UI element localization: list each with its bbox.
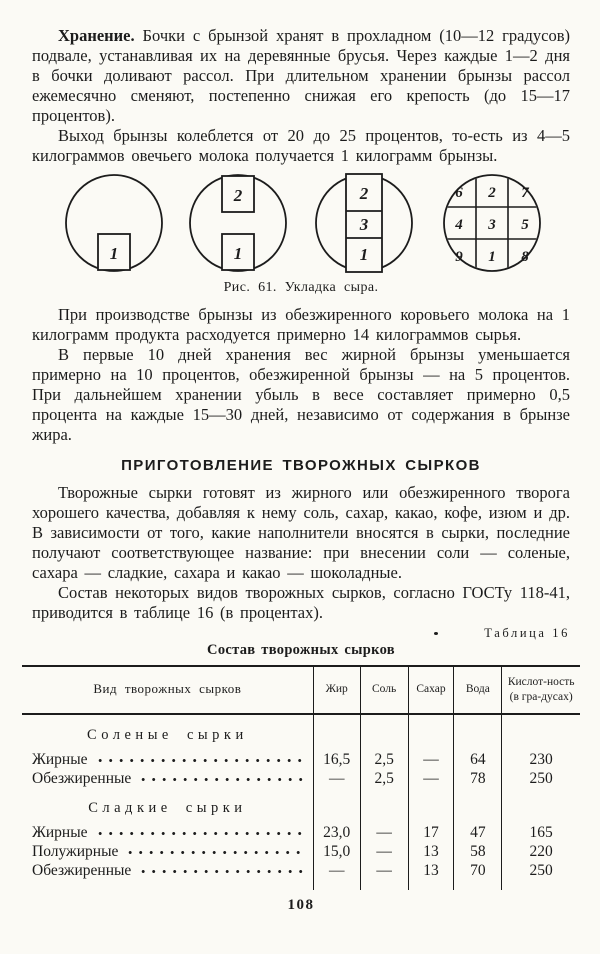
row-name: Жирные xyxy=(32,750,88,768)
value-cell: 13 xyxy=(408,842,454,861)
value-cell: — xyxy=(408,769,454,788)
block-number: 3 xyxy=(359,215,369,234)
block-number: 5 xyxy=(521,217,529,233)
row-name: Полужирные xyxy=(32,842,119,860)
stacking-circle-4 xyxy=(442,173,542,273)
block-number: 6 xyxy=(455,185,463,201)
value-cell: 220 xyxy=(502,842,580,861)
row-name: Обезжиренные xyxy=(32,861,132,879)
column-header-sugar: Сахар xyxy=(408,666,454,714)
block-number: 8 xyxy=(521,249,529,265)
value-cell: 165 xyxy=(502,823,580,842)
value-cell: — xyxy=(313,861,360,890)
block-number: 2 xyxy=(233,186,243,205)
paragraph-yield: Выход брынзы колеблется от 20 до 25 процентов, то-есть из 4—5 килограммов овечьего молока получается 1 килограмм брынзы. xyxy=(32,126,570,165)
value-cell: 2,5 xyxy=(360,769,408,788)
paragraph-weight-loss: В первые 10 дней хранения вес жирной брынзы уменьшается примерно на 10 процентов, обезжиренной брынзы — на 5 процентов. При дальнейшем хранении убыль в весе составляет примерно 0,5 процента на каждые 15—30 дней, независимо от содержания в брынзе жира. xyxy=(32,345,570,444)
value-cell: 78 xyxy=(454,769,502,788)
group-name: Сладкие сырки xyxy=(88,799,247,816)
value-cell: 47 xyxy=(454,823,502,842)
value-cell: — xyxy=(360,861,408,890)
value-cell: 16,5 xyxy=(313,750,360,769)
value-cell: 15,0 xyxy=(313,842,360,861)
table-row xyxy=(22,842,580,861)
paragraph-lead-word: Хранение. xyxy=(58,26,135,45)
block-number: 4 xyxy=(455,217,463,233)
block-number: 2 xyxy=(488,185,496,201)
value-cell: 58 xyxy=(454,842,502,861)
dot-leader xyxy=(128,843,306,856)
block-number: 1 xyxy=(359,245,369,264)
block-number: 7 xyxy=(521,185,529,201)
value-cell: 13 xyxy=(408,861,454,890)
stacking-circle-1 xyxy=(66,175,162,271)
table-number-label: Таблица 16 xyxy=(484,626,570,640)
value-cell: 23,0 xyxy=(313,823,360,842)
row-name: Обезжиренные xyxy=(32,769,132,787)
dot-leader xyxy=(141,862,306,875)
value-cell: 2,5 xyxy=(360,750,408,769)
column-header-water: Вода xyxy=(454,666,502,714)
composition-table xyxy=(22,665,580,890)
dot-leader xyxy=(141,770,306,783)
block-number: 1 xyxy=(488,249,496,265)
value-cell: 64 xyxy=(454,750,502,769)
table-row xyxy=(22,750,580,769)
value-cell: — xyxy=(408,750,454,769)
block-number: 3 xyxy=(488,217,496,233)
block-number: 1 xyxy=(233,244,243,263)
paragraph-curd-cheeses: Творожные сырки готовят из жирного или обезжиренного творога хорошего качества, добавляя к нему соль, сахар, какао, кофе, изюм и др. В зависимости от того, какие наполнители вносятся в сырки, последние получают соответствующее название: при внесении соли — соленые, сахара — сладкие, сахара и какао — шоколадные. xyxy=(32,483,570,582)
column-header-acidity: Кислот-ность (в гра-дусах) xyxy=(502,666,580,714)
value-cell: 250 xyxy=(502,769,580,788)
table-header-row xyxy=(22,666,580,714)
table-row xyxy=(22,769,580,788)
paragraph-storage-text: Бочки с брынзой хранят в прохладном (10—12 градусов) подвале, устанавливая их на деревянные брусья. Через каждые 1—2 дня в бочки доливают рассол. При длительном хранении брынзы рассол ежемесячно сменяют, постепенно снижая его крепость (до 15—17 процентов). xyxy=(32,26,570,125)
page-number: 108 xyxy=(287,896,315,913)
stacking-circle-3 xyxy=(316,174,412,272)
table-label-row xyxy=(32,626,570,641)
paragraph-storage xyxy=(32,26,570,126)
paragraph-production: При производстве брынзы из обезжиренного коровьего молока на 1 килограмм продукта расходуется примерно 14 килограммов сырья. xyxy=(32,305,570,344)
value-cell: 17 xyxy=(408,823,454,842)
block-number: 1 xyxy=(109,244,119,263)
value-cell: — xyxy=(313,769,360,788)
value-cell: 70 xyxy=(454,861,502,890)
value-cell: — xyxy=(360,842,408,861)
column-header-kind: Вид творожных сырков xyxy=(22,666,313,714)
figure-drawing xyxy=(32,171,572,275)
value-cell: 230 xyxy=(502,750,580,769)
stacking-circle-2 xyxy=(190,175,286,271)
dot-leader xyxy=(98,824,307,837)
section-heading: ПРИГОТОВЛЕНИЕ ТВОРОЖНЫХ СЫРКОВ xyxy=(121,457,481,474)
value-cell: 250 xyxy=(502,861,580,890)
figure-cheese-stacking xyxy=(32,171,570,296)
column-header-fat: Жир xyxy=(313,666,360,714)
table-title: Состав творожных сырков xyxy=(207,642,395,658)
ink-speck xyxy=(434,632,438,635)
group-row-salted xyxy=(22,714,580,750)
row-name: Жирные xyxy=(32,823,88,841)
value-cell: — xyxy=(360,823,408,842)
figure-caption: Рис. 61. Укладка сыра. xyxy=(223,280,379,295)
block-number: 9 xyxy=(455,249,463,265)
table-row xyxy=(22,861,580,890)
group-row-sweet xyxy=(22,788,580,823)
block-number: 2 xyxy=(359,184,369,203)
column-header-salt: Соль xyxy=(360,666,408,714)
paragraph-gost: Состав некоторых видов творожных сырков, согласно ГОСТу 118-41, приводится в таблице 16 (в процентах). xyxy=(32,583,570,622)
table-row xyxy=(22,823,580,842)
dot-leader xyxy=(98,751,307,764)
group-name: Соленые сырки xyxy=(87,726,248,743)
